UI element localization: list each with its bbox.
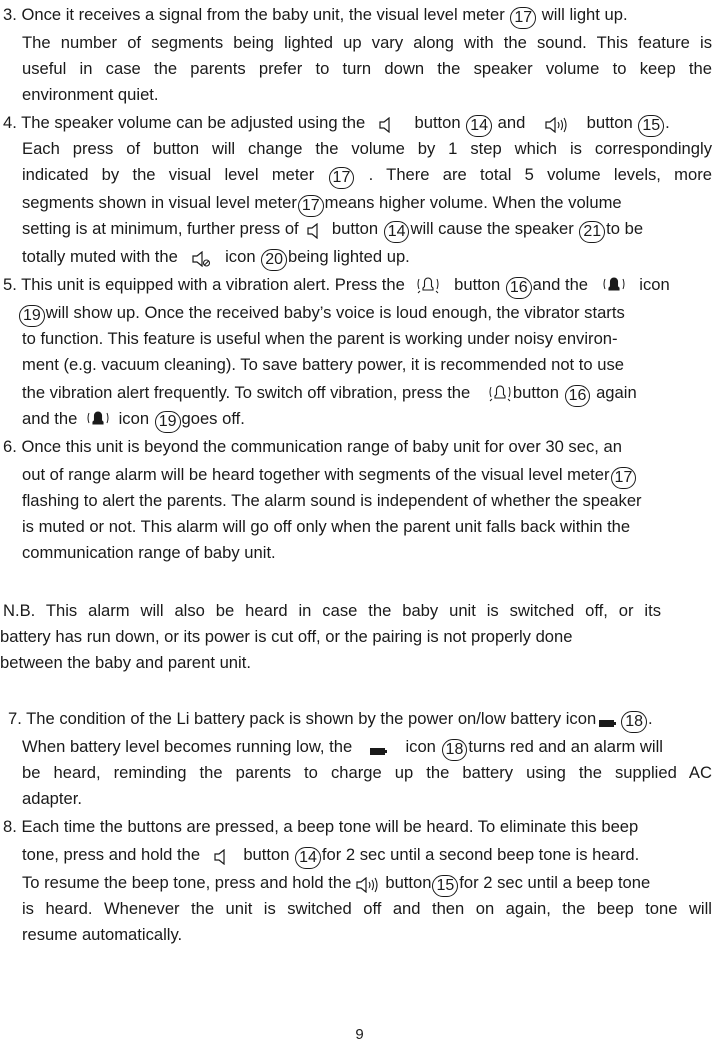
item-3-line-3: useful in case the parents prefer to turn down the speaker volume to keep the: [22, 59, 712, 78]
nb-line-2: battery has run down, or its power is cut off, or the pairing is not properly done: [0, 627, 573, 646]
callout-17: 17: [298, 195, 324, 217]
speaker-volume-up-icon: [544, 117, 568, 133]
callout-18: 18: [621, 711, 647, 733]
battery-icon: [598, 717, 618, 729]
item-4-line-4: segments shown in visual level meter 17 means higher volume. When the volume: [22, 190, 622, 216]
speaker-volume-down-icon: [306, 223, 324, 239]
vibration-bell-icon: [415, 275, 441, 295]
item-4-line-2: Each press of button will change the volume by 1 step which is correspondingly: [22, 139, 712, 158]
item-7-line-2: When battery level becomes running low, the icon 18 turns red and an alarm will: [22, 734, 663, 760]
item-7-line-1: 7. The condition of the Li battery pack is shown by the power on/low battery icon 18 .: [8, 706, 653, 732]
item-4-line-3: indicated by the visual level meter 17 . There are total 5 volume levels, more: [22, 162, 712, 188]
callout-16: 16: [506, 277, 532, 299]
callout-17: 17: [329, 167, 355, 189]
callout-19: 19: [19, 305, 45, 327]
vibration-bell-icon: [85, 409, 111, 429]
item-4-line-5: setting is at minimum, further press of button 14 will cause the speaker 21 to be: [22, 216, 643, 242]
item-3-line-2: The number of segments being lighted up vary along with the sound. This feature is: [22, 33, 712, 52]
item-8-line-4: is heard. Whenever the unit is switched off and then on again, the beep tone will: [22, 899, 712, 918]
item-4-line-6: totally muted with the icon 20 being lighted up.: [22, 244, 410, 270]
item-4-line-1: 4. The speaker volume can be adjusted using the button 14 and button 15 .: [3, 110, 670, 136]
battery-icon: [369, 745, 389, 757]
item-3-line-1: 3. Once it receives a signal from the baby unit, the visual level meter 17 will light up.: [3, 2, 628, 28]
callout-15: 15: [638, 115, 664, 137]
speaker-volume-up-icon: [355, 877, 379, 893]
item-8-line-2: tone, press and hold the button 14 for 2 sec until a second beep tone is heard.: [22, 842, 639, 868]
item-5-line-5: the vibration alert frequently. To switch off vibration, press the button 16 again: [22, 380, 637, 406]
nb-line-3: between the baby and parent unit.: [0, 653, 251, 672]
speaker-mute-icon: [191, 251, 211, 267]
callout-17: 17: [510, 7, 536, 29]
callout-19: 19: [155, 411, 181, 433]
speaker-volume-down-icon: [213, 849, 231, 865]
item-6-line-3: flashing to alert the parents. The alarm sound is independent of whether the speaker: [22, 491, 642, 510]
callout-15: 15: [432, 875, 458, 897]
item-7-line-4: adapter.: [22, 789, 82, 808]
callout-14: 14: [466, 115, 492, 137]
callout-17: 17: [611, 467, 637, 489]
callout-16: 16: [565, 385, 591, 407]
item-5-line-6: and the icon 19 goes off.: [22, 406, 245, 432]
item-8-line-3: To resume the beep tone, press and hold the button 15 for 2 sec until a beep tone: [22, 870, 650, 896]
callout-21: 21: [579, 221, 605, 243]
callout-18: 18: [442, 739, 468, 761]
nb-line-1: N.B. This alarm will also be heard in case the baby unit is switched off, or its: [3, 601, 661, 620]
vibration-bell-icon: [487, 383, 513, 403]
item-3-line-4: environment quiet.: [22, 85, 159, 104]
speaker-volume-down-icon: [378, 117, 396, 133]
item-8-line-1: 8. Each time the buttons are pressed, a beep tone will be heard. To eliminate this beep: [3, 817, 639, 836]
item-6-line-4: is muted or not. This alarm will go off only when the parent unit falls back within the: [22, 517, 631, 536]
item-7-line-3: be heard, reminding the parents to charge up the battery using the supplied AC: [22, 763, 712, 782]
page-number: 9: [355, 1026, 364, 1043]
item-6-line-2: out of range alarm will be heard together with segments of the visual level meter 17: [22, 462, 637, 488]
item-5-line-1: 5. This unit is equipped with a vibration alert. Press the button 16 and the icon: [3, 272, 670, 298]
item-8-line-5: resume automatically.: [22, 925, 183, 944]
vibration-bell-icon: [601, 275, 627, 295]
callout-14: 14: [295, 847, 321, 869]
item-5-line-4: ment (e.g. vacuum cleaning). To save battery power, it is recommended not to use: [22, 355, 624, 374]
callout-20: 20: [261, 249, 287, 271]
item-6-line-1: 6. Once this unit is beyond the communication range of baby unit for over 30 sec, an: [3, 437, 622, 456]
item-5-line-3: to function. This feature is useful when the parent is working under noisy environ-: [22, 329, 618, 348]
item-5-line-2: 19 will show up. Once the received baby’s voice is loud enough, the vibrator starts: [18, 300, 625, 326]
callout-14: 14: [384, 221, 410, 243]
item-6-line-5: communication range of baby unit.: [22, 543, 276, 562]
